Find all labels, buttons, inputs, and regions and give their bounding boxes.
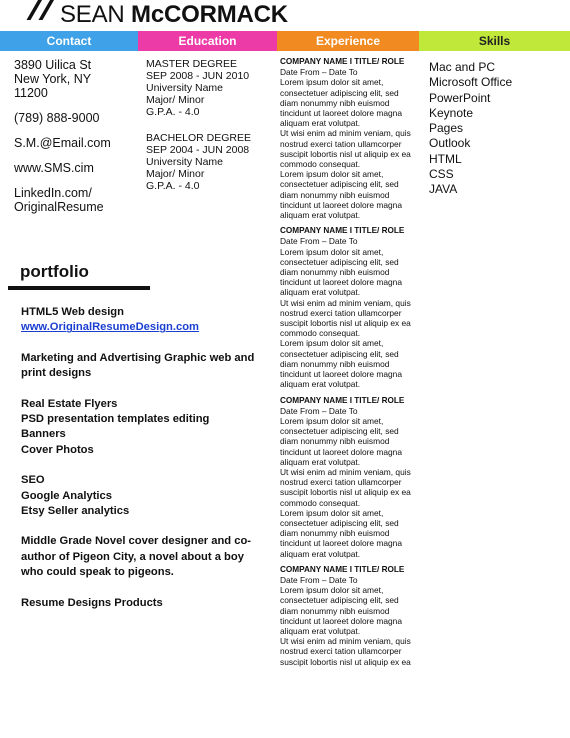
education-school: University Name <box>146 156 224 168</box>
experience-description-line: consectetuer adipiscing elit, sed <box>280 87 399 98</box>
education-section <box>146 58 276 192</box>
education-entry <box>146 132 276 192</box>
experience-description-line: Lorem ipsum dolor sit amet, <box>280 77 384 88</box>
experience-description-line: aliquam erat volutpat. <box>280 210 361 221</box>
experience-description-line: nostrud exerci tation ullamcorper <box>280 477 402 488</box>
experience-section <box>280 57 416 673</box>
portfolio-item: author of Pigeon City, a novel about a boy <box>21 550 244 563</box>
education-entry <box>146 58 276 118</box>
tab-contact: Contact <box>0 31 138 51</box>
experience-description-line: Lorem ipsum dolor sit amet, <box>280 246 384 257</box>
sms-address: www.SMS.cim <box>14 161 94 175</box>
experience-description-line: Ut wisi enim ad minim veniam, quis <box>280 297 411 308</box>
experience-entry <box>280 565 416 667</box>
portfolio-underline <box>8 286 150 290</box>
education-degree: BACHELOR DEGREE <box>146 132 252 144</box>
experience-description-line: aliquam erat volutpat. <box>280 625 361 636</box>
education-major: Major/ Minor <box>146 94 205 106</box>
education-degree: MASTER DEGREE <box>146 58 238 70</box>
skill-item: CSS <box>429 167 454 182</box>
experience-description-line: consectetuer adipiscing elit, sed <box>280 517 399 528</box>
experience-description-line: tincidunt ut laoreet dolore magna <box>280 615 402 626</box>
experience-title: COMPANY NAME I TITLE/ ROLE <box>280 57 405 66</box>
linkedin-url: LinkedIn.com/ <box>14 186 92 200</box>
address-line: 3890 Uilica St <box>14 58 92 72</box>
experience-description-line: diam nonummy nibh euismod <box>280 97 390 108</box>
portfolio-item: Resume Designs Products <box>21 596 163 609</box>
experience-description-line: consectetuer adipiscing elit, sed <box>280 179 399 190</box>
experience-description-line: Ut wisi enim ad minim veniam, quis <box>280 466 411 477</box>
first-name: SEAN <box>60 1 125 28</box>
experience-description-line: diam nonummy nibh euismod <box>280 267 390 278</box>
experience-description-line: suscipit lobortis nisl ut aliquip ex ea <box>280 148 411 159</box>
portfolio-item: who could speak to pigeons. <box>21 566 174 579</box>
experience-description-line: Ut wisi enim ad minim veniam, quis <box>280 636 411 647</box>
experience-description-line: Lorem ipsum dolor sit amet, <box>280 338 384 349</box>
experience-description-line: aliquam erat volutpat. <box>280 379 361 390</box>
portfolio-heading: portfolio <box>20 262 89 281</box>
experience-description-line: suscipit lobortis nisl ut aliquip ex ea <box>280 487 411 498</box>
skill-item: Outlook <box>429 136 471 151</box>
experience-description-line: Lorem ipsum dolor sit amet, <box>280 507 384 518</box>
experience-description-line: nostrud exerci tation ullamcorper <box>280 307 402 318</box>
portfolio-group <box>21 596 266 611</box>
skill-item: Microsoft Office <box>429 75 513 90</box>
skill-item: Keynote <box>429 105 474 120</box>
experience-description-line: tincidunt ut laoreet dolore magna <box>280 199 402 210</box>
tab-education: Education <box>138 31 277 51</box>
linkedin-url: OriginalResume <box>14 200 104 214</box>
experience-description-line: suscipit lobortis nisl ut aliquip ex ea <box>280 318 411 329</box>
education-gpa: G.P.A. - 4.0 <box>146 180 200 192</box>
portfolio-item: PSD presentation templates editing <box>21 413 210 426</box>
experience-description-line: suscipit lobortis nisl ut aliquip ex ea <box>280 656 411 667</box>
experience-description-line: diam nonummy nibh euismod <box>280 528 390 539</box>
skill-item: HTML <box>429 151 462 166</box>
experience-description-line: consectetuer adipiscing elit, sed <box>280 426 399 437</box>
resume-name <box>60 0 288 30</box>
portfolio-link[interactable]: www.OriginalResumeDesign.com <box>21 321 200 334</box>
experience-description-line: tincidunt ut laoreet dolore magna <box>280 108 402 119</box>
skill-item: PowerPoint <box>429 90 491 105</box>
portfolio-item: Marketing and Advertising Graphic web and <box>21 351 255 364</box>
experience-dates: Date From – Date To <box>280 405 358 416</box>
experience-description-line: diam nonummy nibh euismod <box>280 605 390 616</box>
experience-description-line: diam nonummy nibh euismod <box>280 436 390 447</box>
portfolio-item: SEO <box>21 474 45 487</box>
portfolio-item: Banners <box>21 428 66 441</box>
phone-number: (789) 888-9000 <box>14 111 100 125</box>
portfolio-item: HTML5 Web design <box>21 306 124 318</box>
zip-code: 11200 <box>14 86 48 100</box>
experience-description-line: commodo consequat. <box>280 159 361 170</box>
experience-description-line: aliquam erat volutpat. <box>280 548 361 559</box>
experience-description-line: Lorem ipsum dolor sit amet, <box>280 585 384 596</box>
experience-description-line: tincidunt ut laoreet dolore magna <box>280 369 402 380</box>
experience-dates: Date From – Date To <box>280 236 358 247</box>
education-gpa: G.P.A. - 4.0 <box>146 106 200 118</box>
portfolio-item: print designs <box>21 367 92 380</box>
portfolio-item: Middle Grade Novel cover designer and co- <box>21 535 252 548</box>
experience-description-line: consectetuer adipiscing elit, sed <box>280 256 399 267</box>
experience-title: COMPANY NAME I TITLE/ ROLE <box>280 226 405 236</box>
education-major: Major/ Minor <box>146 168 205 180</box>
portfolio-group <box>21 534 266 580</box>
experience-description-line: Lorem ipsum dolor sit amet, <box>280 169 384 180</box>
experience-dates: Date From – Date To <box>280 574 358 585</box>
experience-description-line: commodo consequat. <box>280 497 361 508</box>
email-address: S.M.@Email.com <box>14 136 111 150</box>
address-line: New York, NY <box>14 72 92 86</box>
experience-description-line: commodo consequat. <box>280 328 361 339</box>
portfolio-item: Cover Photos <box>21 443 94 456</box>
experience-title: COMPANY NAME I TITLE/ ROLE <box>280 564 405 574</box>
education-school: University Name <box>146 82 224 94</box>
section-header-bar <box>0 31 570 51</box>
experience-description-line: nostrud exerci tation ullamcorper <box>280 138 402 149</box>
experience-description-line: diam nonummy nibh euismod <box>280 358 390 369</box>
education-dates: SEP 2008 - JUN 2010 <box>146 70 250 82</box>
experience-description-line: Ut wisi enim ad minim veniam, quis <box>280 128 411 139</box>
logo-slash-mark <box>38 0 57 20</box>
experience-description-line: aliquam erat volutpat. <box>280 456 361 467</box>
experience-description-line: nostrud exerci tation ullamcorper <box>280 646 402 657</box>
experience-description-line: Lorem ipsum dolor sit amet, <box>280 415 384 426</box>
experience-entry <box>280 396 416 559</box>
portfolio-group <box>21 305 266 336</box>
skill-item: Mac and PC <box>429 60 496 74</box>
education-dates: SEP 2004 - JUN 2008 <box>146 144 250 156</box>
experience-entry <box>280 226 416 389</box>
skills-section <box>429 60 559 198</box>
portfolio-item: Etsy Seller analytics <box>21 505 130 518</box>
contact-section <box>14 58 138 214</box>
skill-item: JAVA <box>429 182 458 197</box>
portfolio-list <box>21 305 266 626</box>
experience-description-line: tincidunt ut laoreet dolore magna <box>280 277 402 288</box>
experience-title: COMPANY NAME I TITLE/ ROLE <box>280 395 405 405</box>
experience-description-line: tincidunt ut laoreet dolore magna <box>280 446 402 457</box>
experience-description-line: consectetuer adipiscing elit, sed <box>280 595 399 606</box>
portfolio-item: Google Analytics <box>21 489 112 502</box>
tab-experience: Experience <box>277 31 419 51</box>
portfolio-group <box>21 473 266 519</box>
portfolio-group <box>21 351 266 382</box>
tab-skills: Skills <box>419 31 570 51</box>
experience-description-line: aliquam erat volutpat. <box>280 118 361 129</box>
portfolio-item: Real Estate Flyers <box>21 397 118 410</box>
experience-entry <box>280 57 416 220</box>
experience-dates: Date From – Date To <box>280 67 358 78</box>
skill-item: Pages <box>429 121 464 136</box>
experience-description-line: diam nonummy nibh euismod <box>280 189 390 200</box>
last-name: McCORMACK <box>131 1 288 28</box>
experience-description-line: aliquam erat volutpat. <box>280 287 361 298</box>
experience-description-line: consectetuer adipiscing elit, sed <box>280 348 399 359</box>
portfolio-group <box>21 397 266 459</box>
experience-description-line: tincidunt ut laoreet dolore magna <box>280 538 402 549</box>
